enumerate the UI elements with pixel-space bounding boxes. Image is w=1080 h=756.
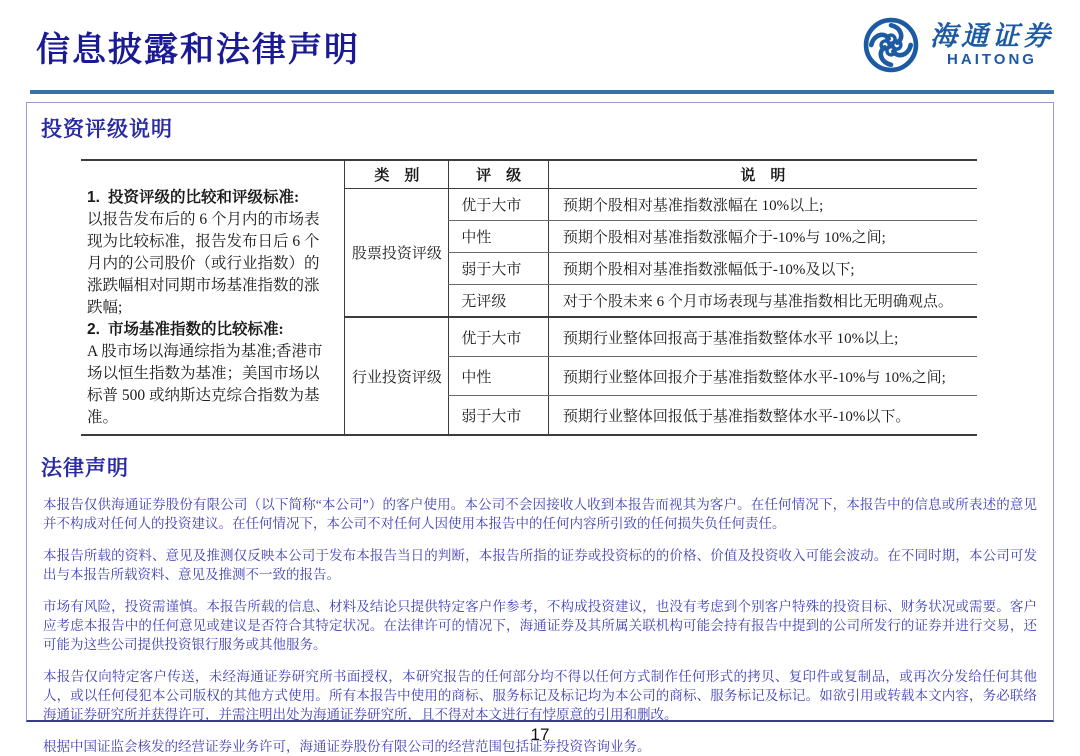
logo-name-cn: 海通证券 (930, 21, 1054, 51)
header-description: 说 明 (548, 160, 977, 189)
haitong-emblem-icon (862, 16, 920, 74)
rating-description: 预期个股相对基准指数涨幅在 10%以上; (548, 189, 977, 221)
rating-notes-cell (81, 160, 345, 435)
rating-section-title: 投资评级说明 (41, 117, 173, 141)
logo-name-en: HAITONG (947, 51, 1037, 68)
logo-text (930, 23, 1054, 67)
note-2-number: 2. (87, 321, 100, 338)
note-2-heading: 市场基准指数的比较标准: (107, 321, 284, 338)
header-divider-rule (30, 90, 1054, 94)
category-stock: 股票投资评级 (351, 246, 442, 262)
legal-paragraph: 市场有风险，投资需谨慎。本报告所载的信息、材料及结论只提供特定客户作参考，不构成投资建议，也没有考虑到个别客户特殊的投资目标、财务状况或需要。客户应考虑本报告中的任何意见或建议是否符合其特定状况。在法律许可的情况下，海通证券及其所属关联机构可能会持有报告中提到的公司所发行的证券并进行交易，还可能为这些公司提供投资银行服务或其他服务。 (43, 599, 1037, 652)
note-2-body: A 股市场以海通综指为基准;香港市场以恒生指数为基准；美国市场以标普 500 或纳斯达克综合指数为基准。 (87, 343, 323, 426)
legal-section-title: 法律声明 (41, 456, 129, 480)
note-1-body: 以报告发布后的 6 个月内的市场表现为比较标准，报告发布日后 6 个月内的公司股价（或行业指数）的涨跌幅相对同期市场基准指数的涨跌幅; (87, 211, 320, 316)
rating-description: 预期行业整体回报低于基准指数整体水平-10%以下。 (548, 396, 977, 436)
page-title: 信息披露和法律声明 (36, 32, 360, 69)
rating-note-2 (87, 319, 334, 429)
rating-description: 对于个股未来 6 个月市场表现与基准指数相比无明确观点。 (548, 285, 977, 318)
rating-label: 优于大市 (449, 317, 548, 357)
legal-paragraph: 本报告仅供海通证券股份有限公司（以下简称“本公司”）的客户使用。本公司不会因接收人收到本报告而视其为客户。在任何情况下，本报告中的信息或所表述的意见并不构成对任何人的投资建议。在任何情况下，本公司不对任何人因使用本报告中的任何内容所引致的任何损失负任何责任。 (43, 497, 1037, 531)
rating-description: 预期个股相对基准指数涨幅介于-10%与 10%之间; (548, 221, 977, 253)
rating-table-header-row (81, 160, 977, 189)
slide-header (0, 0, 1080, 86)
rating-label: 中性 (449, 357, 548, 396)
rating-description: 预期行业整体回报高于基准指数整体水平 10%以上; (548, 317, 977, 357)
rating-description: 预期行业整体回报介于基准指数整体水平-10%与 10%之间; (548, 357, 977, 396)
rating-description: 预期个股相对基准指数涨幅低于-10%及以下; (548, 253, 977, 285)
rating-label: 无评级 (449, 285, 548, 318)
rating-table (81, 159, 977, 436)
legal-paragraph: 本报告仅向特定客户传送，未经海通证券研究所书面授权，本研究报告的任何部分均不得以任何方式制作任何形式的拷贝、复印件或复制品，或再次分发给任何其他人，或以任何侵犯本公司版权的其他方式使用。所有本报告中使用的商标、服务标记及标记均为本公司的商标、服务标记及标记。如欲引用或转载本文内容，务必联络海通证券研究所并获得许可，并需注明出处为海通证券研究所，且不得对本文进行有悖原意的引用和删改。 (43, 669, 1037, 722)
note-1-heading: 投资评级的比较和评级标准: (107, 189, 300, 206)
rating-note-1 (87, 187, 334, 319)
page-number: 17 (530, 725, 550, 744)
header-rating: 评 级 (449, 160, 548, 189)
rating-label: 弱于大市 (449, 396, 548, 436)
legal-paragraph: 根据中国证监会核发的经营证券业务许可，海通证券股份有限公司的经营范围包括证券投资咨询业务。 (43, 739, 651, 754)
rating-label: 中性 (449, 221, 548, 253)
note-1-number: 1. (87, 189, 100, 206)
category-industry: 行业投资评级 (345, 317, 449, 435)
rating-label: 弱于大市 (449, 253, 548, 285)
haitong-logo (862, 16, 1054, 74)
rating-label: 优于大市 (449, 189, 548, 221)
legal-paragraph: 本报告所载的资料、意见及推测仅反映本公司于发布本报告当日的判断，本报告所指的证券或投资标的的价格、价值及投资收入可能会波动。在不同时期，本公司可发出与本报告所载资料、意见及推测不一致的报告。 (43, 548, 1037, 582)
header-category: 类 别 (345, 160, 449, 189)
